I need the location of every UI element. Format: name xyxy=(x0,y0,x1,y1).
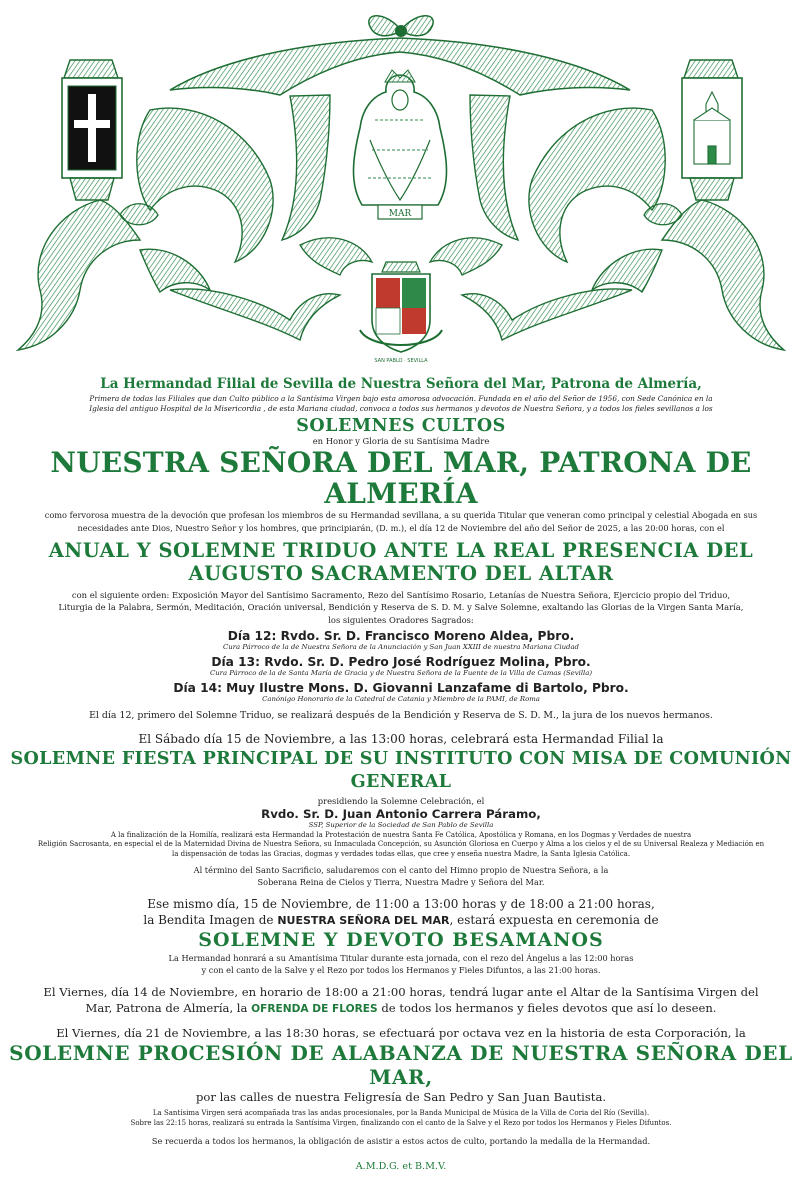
besamanos-note-2: y con el canto de la Salve y el Rezo por todos los Hermanos y Fieles Difuntos, a las 21:00 horas. xyxy=(201,965,601,976)
procesion-intro: El Viernes, día 21 de Noviembre, a las 18:30 horas, se efectuará por octava vez en la historia de esta Corporación, la xyxy=(56,1026,746,1041)
triduo-title-1: ANUAL Y SOLEMNE TRIDUO ANTE LA REAL PRESENCIA DEL xyxy=(48,538,754,562)
procesion-route: por las calles de nuestra Feligresía de San Pedro y San Juan Bautista. xyxy=(195,1090,607,1105)
cultos-title: SOLEMNES CULTOS xyxy=(296,416,506,436)
protest-1: A la finalización de la Homilía, realizará esta Hermandad la Protestación de nuestra Santa Fe Católica, Apostólica y Romana, en los Dogmas y Verdades de nuestra xyxy=(110,831,692,839)
intro-sub-2: Iglesia del antiguo Hospital de la Misericordia , de esta Mariana ciudad, convoca a todos sus hermanos y devotos de Nuestra Señora, y a todos los fieles sevillanos a los xyxy=(89,404,713,413)
himno-2: Soberana Reina de Cielos y Tierra, Nuestra Madre y Señora del Mar. xyxy=(257,877,545,888)
poster-content xyxy=(0,372,802,1172)
speaker-list xyxy=(0,629,802,704)
speaker-name: Día 12: Rvdo. Sr. D. Francisco Moreno Aldea, Pbro. xyxy=(227,629,575,643)
speaker-role: Cura Párroco de la de Nuestra Señora de la Anunciación y San Juan XXIII de nuestra Mariana Ciudad xyxy=(223,643,579,651)
ofrenda-line-1: El Viernes, día 14 de Noviembre, en horario de 18:00 a 21:00 horas, tendrá lugar ante el Altar de la Santísima Virgen del xyxy=(43,985,759,1000)
ofrenda-line-2 xyxy=(0,1000,802,1017)
cultos-desc-2: necesidades ante Dios, Nuestro Señor y los hombres, que principiarán, (D. m.), el día 12 de Noviembre del año del Señor de 2025, a las 20:00 horas, con el xyxy=(77,522,725,533)
ofrenda-line-2-c: de todos los hermanos y fieles devotos que así lo deseen. xyxy=(377,1001,717,1016)
besamanos-title: SOLEMNE Y DEVOTO BESAMANOS xyxy=(198,929,604,952)
besamanos-line-1: Ese mismo día, 15 de Noviembre, de 11:00 a 13:00 horas y de 18:00 a 21:00 horas, xyxy=(147,897,655,912)
coat-of-arms xyxy=(360,262,442,364)
ofrenda-highlight: OFRENDA DE FLORES xyxy=(251,1003,378,1016)
closing-reminder: Se recuerda a todos los hermanos, la obligación de asistir a estos actos de culto, portando la medalla de la Hermandad. xyxy=(151,1136,651,1147)
besamanos-note-1: La Hermandad honrará a su Amantísima Titular durante esta jornada, con el rezo del Ángelus a las 12:00 horas xyxy=(168,953,634,964)
virgen-title: NUESTRA SEÑORA DEL MAR, PATRONA DE ALMERÍA xyxy=(50,445,752,510)
procesion-note-2: Sobre las 22:15 horas, realizará su entrada la Santísima Virgen, finalizando con el canto de la Salve y el Rezo por todos los Hermanos y Fieles Difuntos. xyxy=(130,1119,672,1128)
triduo-title-2: AUGUSTO SACRAMENTO DEL ALTAR xyxy=(188,561,614,585)
bow-ornament xyxy=(369,16,433,37)
besamanos-line-2 xyxy=(0,912,802,929)
cultos-honor: en Honor y Gloria de su Santísima Madre xyxy=(312,436,490,446)
jura-note: El día 12, primero del Solemne Triduo, se realizará después de la Bendición y Reserva de S. D. M., la jura de los nuevos hermanos. xyxy=(89,710,713,721)
speaker-name: Día 13: Rvdo. Sr. D. Pedro José Rodríguez Molina, Pbro. xyxy=(211,655,591,669)
besamanos-line-2-a: la Bendita Imagen de xyxy=(143,913,278,928)
ofrenda-line-2-a: Mar, Patrona de Almería, la xyxy=(85,1001,252,1016)
intro-title: La Hermandad Filial de Sevilla de Nuestra Señora del Mar, Patrona de Almería, xyxy=(100,376,702,392)
besamanos-line-2-c: , estará expuesta en ceremonia de xyxy=(449,913,659,928)
himno-1: Al término del Santo Sacrificio, saludaremos con el canto del Himno propio de Nuestra Señora, a la xyxy=(193,865,609,876)
fiesta-title: SOLEMNE FIESTA PRINCIPAL DE SU INSTITUTO CON MISA DE COMUNIÓN GENERAL xyxy=(10,747,792,792)
celebrant-name: Rvdo. Sr. D. Juan Antonio Carrera Páramo, xyxy=(261,807,541,821)
procesion-title: SOLEMNE PROCESIÓN DE ALABANZA DE NUESTRA SEÑORA DEL MAR, xyxy=(9,1041,793,1090)
protest-2: Religión Sacrosanta, en especial el de la Maternidad Divina de Nuestra Señora, su Inmaculada Concepción, su Asunción Gloriosa en Cuerpo y Alma a los cielos y el de su Universal Realeza y Mediación en xyxy=(37,840,765,849)
left-lantern xyxy=(62,60,122,200)
closing-motto: A.M.D.G. et B.M.V. xyxy=(355,1160,447,1172)
fiesta-intro: El Sábado día 15 de Noviembre, a las 13:00 horas, celebrará esta Hermandad Filial la xyxy=(138,731,664,746)
speaker-role: Canónigo Honorario de la Catedral de Catania y Miembro de la PAMI, de Roma xyxy=(262,695,540,703)
speaker-item xyxy=(0,629,802,652)
triduo-order-1: con el siguiente orden: Exposición Mayor del Santísimo Sacramento, Rezo del Santísimo Rosario, Letanías de Nuestra Señora, Ejercicio propio del Triduo, xyxy=(71,589,731,600)
right-lantern xyxy=(682,60,742,200)
cultos-desc-1: como fervorosa muestra de la devoción que profesan los miembros de su Hermandad sevillana, a su querida Titular que veneran como principal y celestial Abogada en sus xyxy=(44,509,758,520)
speaker-name: Día 14: Muy Ilustre Mons. D. Giovanni Lanzafame di Bartolo, Pbro. xyxy=(173,681,629,695)
triduo-order-2: Liturgia de la Palabra, Sermón, Meditación, Oración universal, Bendición y Reserva de S. D. M. y Salve Solemne, exaltando las Glorias de la Virgen Santa María, xyxy=(58,602,744,612)
celebrant-role: SSP, Superior de la Sociedad de San Pablo de Sevilla xyxy=(308,821,494,829)
procesion-note-1: La Santísima Virgen será acompañada tras las andas procesionales, por la Banda Municipal de Música de la Villa de Coria del Río (Sevilla). xyxy=(152,1109,650,1118)
ornamental-header xyxy=(0,0,802,372)
speaker-item xyxy=(0,655,802,678)
speaker-role: Cura Párroco de la de Santa María de Gracia y de Nuestra Señora de la Fuente de la Villa de Camas (Sevilla) xyxy=(209,669,593,677)
protest-3: la dispensación de todas las Gracias, dogmas y verdades todas ellas, que cree y enseña nuestra Madre, la Santa Iglesia Católica. xyxy=(171,849,631,858)
monogram-text: MAR xyxy=(388,209,412,219)
intro-sub-1: Primera de todas las Filiales que dan Culto público a la Santísima Virgen bajo esta amorosa advocación. Fundada en el año del Señor de 1956, con Sede Canónica en la xyxy=(89,394,713,403)
virgin-image xyxy=(354,70,447,219)
shield-motto: SAN PABLO · SEVILLA xyxy=(374,358,428,364)
triduo-order-3: los siguientes Oradores Sagrados: xyxy=(328,614,474,625)
besamanos-line-2-b: NUESTRA SEÑORA DEL MAR xyxy=(277,914,450,928)
speaker-item xyxy=(0,681,802,704)
fiesta-presiding: presidiendo la Solemne Celebración, el xyxy=(317,795,485,806)
